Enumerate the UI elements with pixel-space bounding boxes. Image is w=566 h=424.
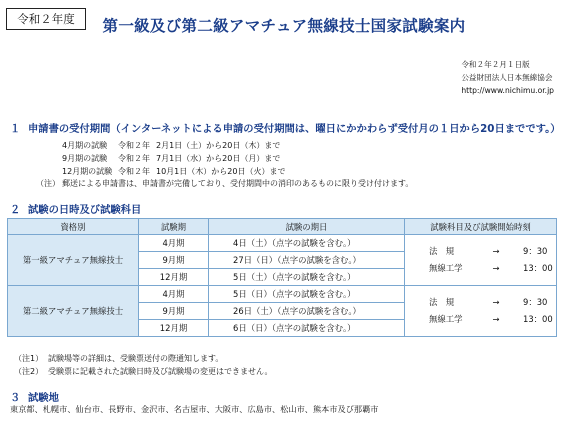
period-cell: 4月期 <box>139 235 209 252</box>
table-row <box>8 286 557 303</box>
grade-cell: 第二級アマチュア無線技士 <box>8 286 139 337</box>
date-cell: 4日（土）（点字の試験を含む。） <box>209 235 405 252</box>
column-header: 試験期 <box>139 219 209 235</box>
subjects-cell <box>405 286 557 337</box>
period-cell: 9月期 <box>139 303 209 320</box>
column-header: 試験の期日 <box>209 219 405 235</box>
column-header: 試験科目及び試験開始時刻 <box>405 219 557 235</box>
section2-number: ２ <box>10 204 21 216</box>
period-line: 4月期の試験 令和２年 2月1日（土）から20日（木）まで <box>62 141 281 150</box>
application-periods <box>62 139 285 178</box>
subjects-cell <box>405 235 557 286</box>
arrow-icon: → <box>492 314 500 324</box>
period-cell: 4月期 <box>139 286 209 303</box>
issuer-block <box>461 58 554 97</box>
section2-notes <box>14 352 272 378</box>
page-title: 第一級及び第二級アマチュア無線技士国家試験案内 <box>102 17 466 35</box>
table-header-row <box>8 219 557 235</box>
note-line: （注2） 受験票に記載された試験日時及び試験場の変更はできません。 <box>14 367 273 376</box>
period-line: 9月期の試験 令和２年 7月1日（水）から20日（月）まで <box>62 154 281 163</box>
grade-cell: 第一級アマチュア無線技士 <box>8 235 139 286</box>
date-cell: 5日（土）（点字の試験を含む。） <box>209 269 405 286</box>
section1-number: １ <box>10 123 21 135</box>
exam-schedule-table <box>7 218 557 337</box>
issue-date: 令和２年２月１日版 <box>461 60 530 69</box>
subject-line: 無線工学 → 13：00 <box>429 260 556 277</box>
subject-line: 法 規 → 9：30 <box>429 294 556 311</box>
date-cell: 5日（日）（点字の試験を含む。） <box>209 286 405 303</box>
period-cell: 9月期 <box>139 252 209 269</box>
section3-title: 試験地 <box>28 392 59 404</box>
subject-line: 法 規 → 9：30 <box>429 243 556 260</box>
subject-line: 無線工学 → 13：00 <box>429 311 556 328</box>
section2-heading <box>10 201 141 216</box>
section1-title: 申請書の受付期間（インターネットによる申請の受付期間は、曜日にかかわらず受付月の１日から20日までです。） <box>28 123 561 135</box>
date-cell: 6日（日）（点字の試験を含む。） <box>209 320 405 337</box>
section2-title: 試験の日時及び試験科目 <box>28 204 142 216</box>
period-line: 12月期の試験 令和２年 10月1日（木）から20日（火）まで <box>62 167 286 176</box>
section3-heading <box>10 389 59 404</box>
period-cell: 12月期 <box>139 320 209 337</box>
arrow-icon: → <box>492 246 500 256</box>
organization-name: 公益財団法人日本無線協会 <box>461 73 553 82</box>
organization-url[interactable]: http://www.nichimu.or.jp <box>461 86 554 95</box>
column-header: 資格別 <box>8 219 139 235</box>
section1-note: （注） 郵送による申請書は、申請書が完備しており、受付期間中の消印のあるものに限り受け付けます。 <box>36 179 414 188</box>
note-line: （注1） 試験場等の詳細は、受験票送付の際通知します。 <box>14 354 224 363</box>
date-cell: 26日（土）（点字の試験を含む。） <box>209 303 405 320</box>
exam-cities: 東京都、札幌市、仙台市、長野市、金沢市、名古屋市、大阪市、広島市、松山市、熊本市及び那覇市 <box>10 404 379 414</box>
arrow-icon: → <box>492 263 500 273</box>
date-cell: 27日（日）（点字の試験を含む。） <box>209 252 405 269</box>
arrow-icon: → <box>492 297 500 307</box>
period-cell: 12月期 <box>139 269 209 286</box>
table-row <box>8 235 557 252</box>
year-label: 令和２年度 <box>6 8 86 30</box>
section3-number: ３ <box>10 392 21 404</box>
section1-heading <box>10 120 561 135</box>
